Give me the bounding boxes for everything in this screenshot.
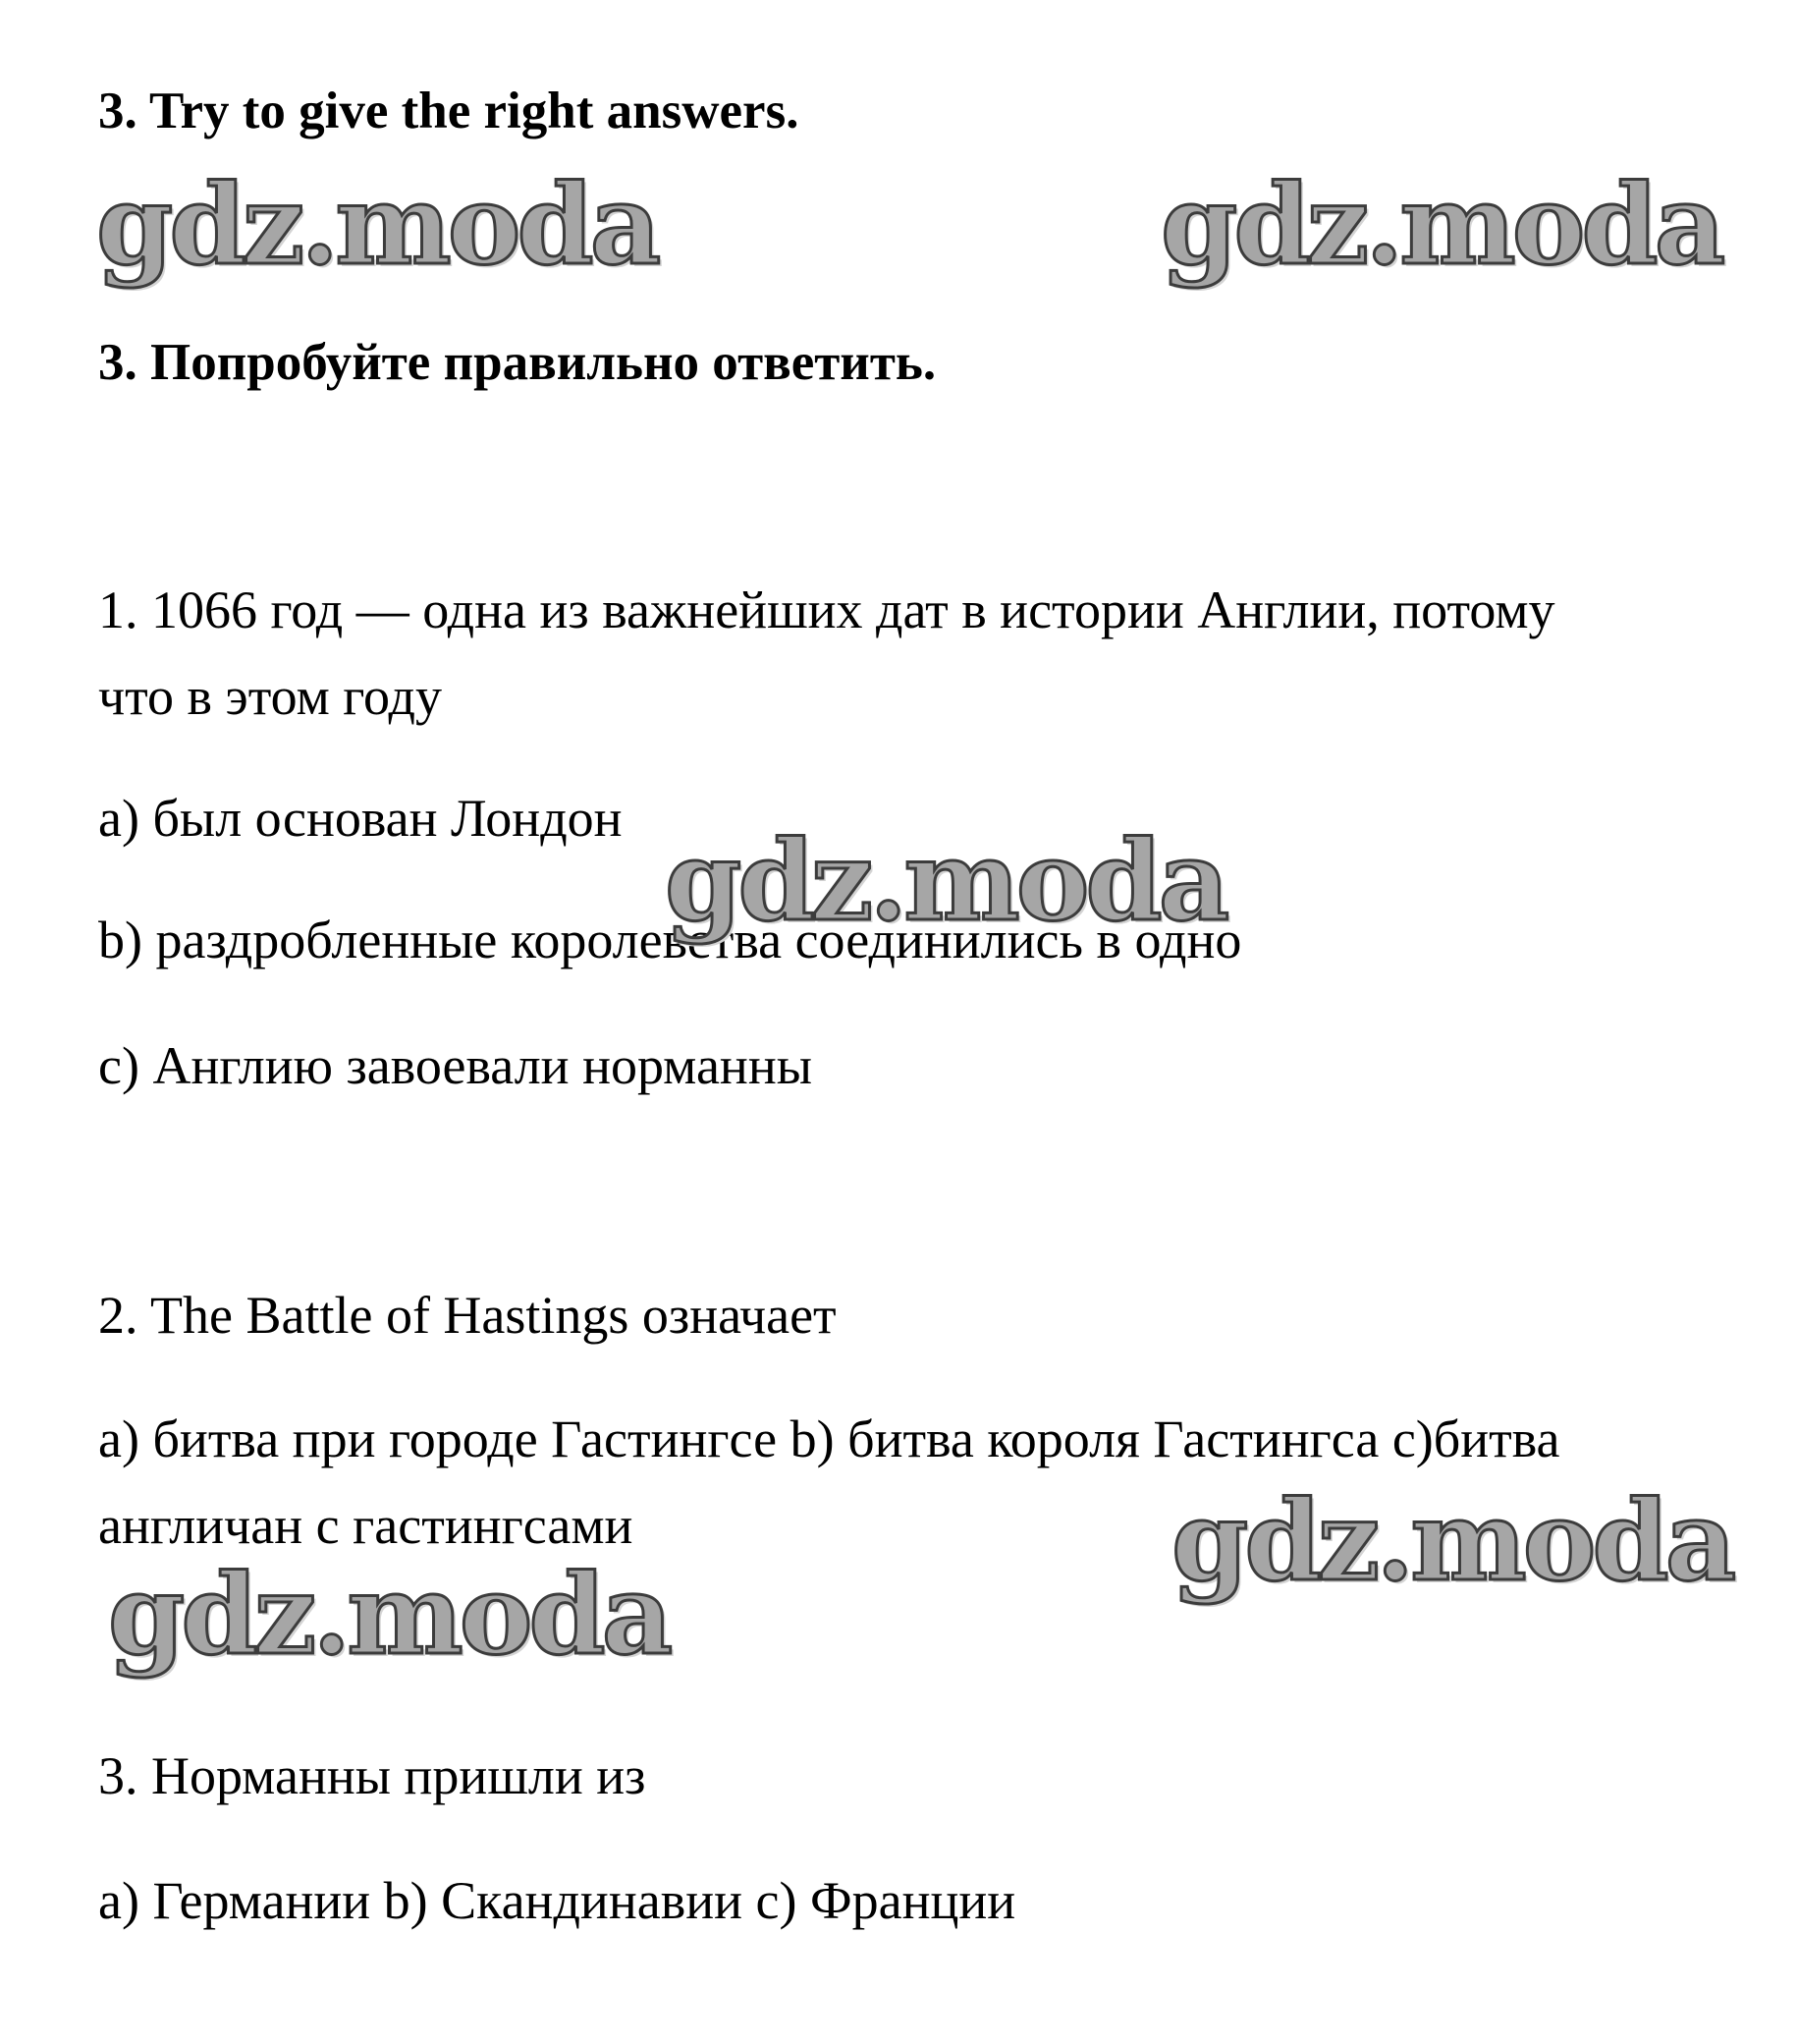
watermark-logo: gdz.moda (1161, 161, 1722, 290)
question-1-option-a: а) был основан Лондон (98, 789, 623, 848)
watermark-logo: gdz.moda (96, 161, 658, 290)
question-2-options-line-2: англичан с гастингсами (98, 1496, 633, 1555)
watermark-logo: gdz.moda (1171, 1477, 1733, 1606)
question-1-option-c: с) Англию завоевали норманны (98, 1036, 812, 1095)
question-3-options: а) Германии b) Скандинавии с) Франции (98, 1871, 1016, 1930)
question-2-options-line-1: а) битва при городе Гастингсе b) битва короля Гастингса с)битва (98, 1409, 1560, 1468)
question-1-text-line-2: что в этом году (98, 667, 442, 726)
watermark-logo: gdz.moda (108, 1551, 670, 1680)
watermark-logo: gdz.moda (665, 817, 1226, 946)
question-1-text-line-1: 1. 1066 год — одна из важнейших дат в истории Англии, потому (98, 580, 1555, 639)
task-title-russian: 3. Попробуйте правильно ответить. (98, 334, 937, 391)
task-title-english: 3. Try to give the right answers. (98, 83, 799, 139)
question-1-option-b: b) раздробленные королевства соединились в одно (98, 911, 1242, 969)
question-3-text: 3. Норманны пришли из (98, 1746, 646, 1805)
question-2-text: 2. The Battle of Hastings означает (98, 1286, 837, 1345)
